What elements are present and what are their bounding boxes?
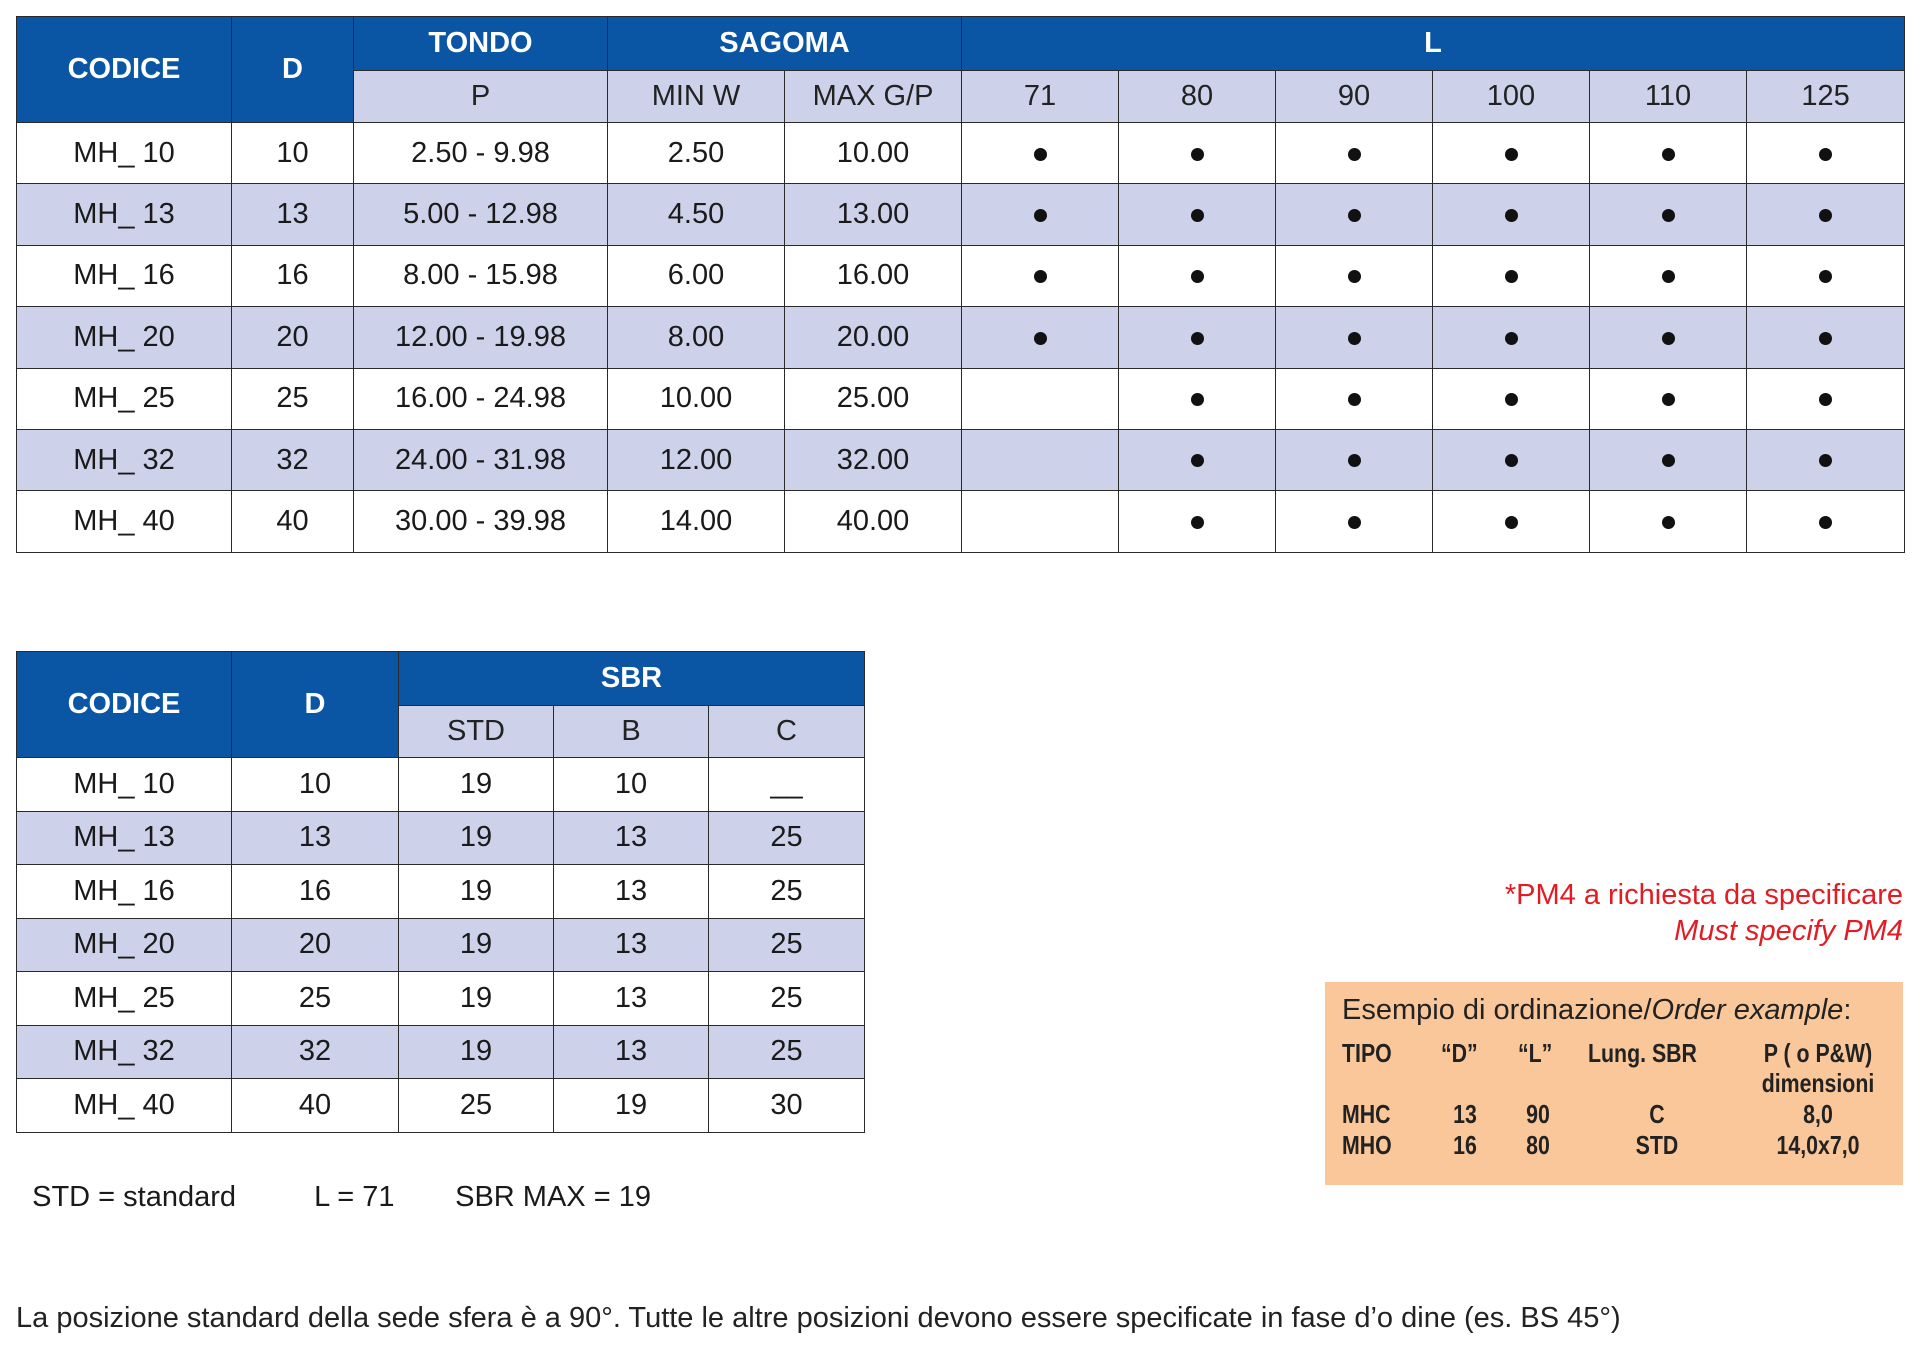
- table-row: [17, 811, 865, 865]
- cell-min-w: 14.00: [608, 491, 785, 552]
- cell-codice: MH_ 10: [17, 758, 232, 812]
- subheader-p: P: [354, 71, 608, 123]
- availability-dot-icon: [1505, 516, 1518, 529]
- header-codice: CODICE: [17, 652, 232, 758]
- order-r2-l: 80: [1526, 1130, 1550, 1160]
- cell-max-gp: 20.00: [785, 307, 962, 368]
- table-row: [17, 758, 865, 812]
- cell-min-w: 6.00: [608, 245, 785, 306]
- cell-length-availability: [1276, 245, 1433, 306]
- cell-min-w: 12.00: [608, 429, 785, 490]
- subheader-length: 110: [1590, 71, 1747, 123]
- cell-std: 19: [399, 1025, 554, 1079]
- availability-dot-icon: [1348, 270, 1361, 283]
- cell-codice: MH_ 10: [17, 123, 232, 184]
- cell-max-gp: 40.00: [785, 491, 962, 552]
- cell-length-availability: [962, 245, 1119, 306]
- cell-length-availability: [1747, 123, 1905, 184]
- cell-length-availability: [962, 184, 1119, 245]
- cell-codice: MH_ 25: [17, 972, 232, 1026]
- cell-length-availability: [1590, 307, 1747, 368]
- order-col-l: “L”: [1518, 1038, 1553, 1068]
- header-codice: CODICE: [17, 17, 232, 123]
- availability-dot-icon: [1819, 148, 1832, 161]
- cell-std: 19: [399, 811, 554, 865]
- availability-dot-icon: [1191, 393, 1204, 406]
- cell-min-w: 4.50: [608, 184, 785, 245]
- cell-min-w: 2.50: [608, 123, 785, 184]
- pm4-request-note: [1505, 877, 1903, 949]
- availability-dot-icon: [1662, 148, 1675, 161]
- cell-length-availability: [1119, 123, 1276, 184]
- cell-length-availability: [1590, 368, 1747, 429]
- header-d: D: [232, 652, 399, 758]
- availability-dot-icon: [1819, 332, 1832, 345]
- order-r1-l: 90: [1526, 1099, 1550, 1129]
- order-r1-sbr: C: [1649, 1099, 1665, 1129]
- legend-l: L = 71: [314, 1181, 395, 1213]
- cell-max-gp: 32.00: [785, 429, 962, 490]
- header-l: L: [962, 17, 1905, 71]
- subheader-length: 100: [1433, 71, 1590, 123]
- cell-length-availability: [1119, 429, 1276, 490]
- table-row: [17, 865, 865, 919]
- cell-codice: MH_ 20: [17, 918, 232, 972]
- order-example-box: [1325, 982, 1903, 1185]
- availability-dot-icon: [1662, 209, 1675, 222]
- availability-dot-icon: [1348, 209, 1361, 222]
- subheader-length: 71: [962, 71, 1119, 123]
- cell-length-availability: [1119, 368, 1276, 429]
- cell-b: 13: [554, 972, 709, 1026]
- cell-codice: MH_ 40: [17, 1079, 232, 1133]
- cell-length-availability: [1119, 245, 1276, 306]
- cell-c: 25: [709, 811, 865, 865]
- cell-std: 19: [399, 972, 554, 1026]
- availability-dot-icon: [1819, 516, 1832, 529]
- cell-length-availability: [1590, 245, 1747, 306]
- availability-dot-icon: [1819, 209, 1832, 222]
- cell-length-availability: [1276, 429, 1433, 490]
- legend-sbr-max: SBR MAX = 19: [455, 1181, 651, 1213]
- cell-std: 19: [399, 918, 554, 972]
- order-r2-tipo: MHO: [1342, 1130, 1392, 1160]
- cell-c: __: [709, 758, 865, 812]
- cell-p: 8.00 - 15.98: [354, 245, 608, 306]
- cell-length-availability: [1747, 245, 1905, 306]
- order-r1-tipo: MHC: [1342, 1099, 1391, 1129]
- subheader-c: C: [709, 706, 865, 758]
- availability-dot-icon: [1348, 454, 1361, 467]
- availability-dot-icon: [1505, 270, 1518, 283]
- availability-dot-icon: [1191, 209, 1204, 222]
- cell-d: 25: [232, 368, 354, 429]
- header-sbr: SBR: [399, 652, 865, 706]
- cell-codice: MH_ 16: [17, 865, 232, 919]
- dimensions-table-body: [17, 123, 1905, 553]
- cell-max-gp: 25.00: [785, 368, 962, 429]
- order-r1-p: 8,0: [1803, 1099, 1833, 1129]
- cell-codice: MH_ 13: [17, 811, 232, 865]
- cell-length-availability: [1433, 368, 1590, 429]
- subheader-length: 90: [1276, 71, 1433, 123]
- cell-length-availability: [1276, 184, 1433, 245]
- availability-dot-icon: [1662, 516, 1675, 529]
- cell-codice: MH_ 20: [17, 307, 232, 368]
- cell-d: 32: [232, 429, 354, 490]
- cell-length-availability: [1590, 491, 1747, 552]
- cell-length-availability: [1433, 245, 1590, 306]
- table-row: [17, 123, 1905, 184]
- cell-d: 13: [232, 184, 354, 245]
- cell-b: 13: [554, 1025, 709, 1079]
- cell-length-availability: [1276, 491, 1433, 552]
- table-row: [17, 972, 865, 1026]
- availability-dot-icon: [1819, 454, 1832, 467]
- cell-p: 24.00 - 31.98: [354, 429, 608, 490]
- cell-c: 25: [709, 972, 865, 1026]
- availability-dot-icon: [1505, 332, 1518, 345]
- cell-length-availability: [1119, 307, 1276, 368]
- cell-d: 20: [232, 307, 354, 368]
- order-col-p: P ( o P&W): [1763, 1038, 1873, 1068]
- availability-dot-icon: [1505, 454, 1518, 467]
- cell-p: 5.00 - 12.98: [354, 184, 608, 245]
- header-sagoma: SAGOMA: [608, 17, 962, 71]
- order-r2-d: 16: [1453, 1130, 1477, 1160]
- cell-length-availability: [1433, 123, 1590, 184]
- cell-length-availability: [1590, 429, 1747, 490]
- cell-codice: MH_ 25: [17, 368, 232, 429]
- subheader-std: STD: [399, 706, 554, 758]
- legend: [16, 1148, 651, 1214]
- cell-min-w: 10.00: [608, 368, 785, 429]
- cell-d: 16: [232, 245, 354, 306]
- cell-b: 13: [554, 811, 709, 865]
- cell-std: 19: [399, 758, 554, 812]
- cell-d: 13: [232, 811, 399, 865]
- subheader-b: B: [554, 706, 709, 758]
- cell-d: 20: [232, 918, 399, 972]
- cell-d: 40: [232, 491, 354, 552]
- availability-dot-icon: [1034, 209, 1047, 222]
- order-title-en: Order example: [1651, 994, 1844, 1026]
- availability-dot-icon: [1505, 209, 1518, 222]
- order-col-lung-sbr: Lung. SBR: [1588, 1038, 1697, 1068]
- order-title-it: Esempio di ordinazione/: [1342, 994, 1652, 1026]
- cell-codice: MH_ 16: [17, 245, 232, 306]
- cell-c: 25: [709, 865, 865, 919]
- cell-b: 13: [554, 865, 709, 919]
- availability-dot-icon: [1348, 332, 1361, 345]
- order-col-tipo: TIPO: [1342, 1038, 1392, 1068]
- table-row: [17, 429, 1905, 490]
- table-row: [17, 368, 1905, 429]
- availability-dot-icon: [1191, 454, 1204, 467]
- header-tondo: TONDO: [354, 17, 608, 71]
- cell-d: 25: [232, 972, 399, 1026]
- order-r2-sbr: STD: [1635, 1130, 1679, 1160]
- sbr-table-body: [17, 758, 865, 1133]
- availability-dot-icon: [1191, 332, 1204, 345]
- cell-codice: MH_ 32: [17, 429, 232, 490]
- cell-length-availability: [1590, 123, 1747, 184]
- sbr-table: [16, 651, 865, 1133]
- cell-length-availability: [1433, 429, 1590, 490]
- cell-codice: MH_ 13: [17, 184, 232, 245]
- cell-length-availability: [962, 368, 1119, 429]
- cell-b: 19: [554, 1079, 709, 1133]
- cell-length-availability: [962, 307, 1119, 368]
- legend-std: STD = standard: [32, 1181, 237, 1213]
- cell-d: 10: [232, 758, 399, 812]
- cell-p: 30.00 - 39.98: [354, 491, 608, 552]
- cell-std: 25: [399, 1079, 554, 1133]
- cell-length-availability: [962, 123, 1119, 184]
- cell-length-availability: [1747, 368, 1905, 429]
- cell-p: 16.00 - 24.98: [354, 368, 608, 429]
- cell-min-w: 8.00: [608, 307, 785, 368]
- availability-dot-icon: [1662, 393, 1675, 406]
- availability-dot-icon: [1348, 516, 1361, 529]
- availability-dot-icon: [1348, 393, 1361, 406]
- availability-dot-icon: [1348, 148, 1361, 161]
- cell-length-availability: [1433, 491, 1590, 552]
- table-row: [17, 1079, 865, 1133]
- table-row: [17, 1025, 865, 1079]
- cell-length-availability: [1276, 368, 1433, 429]
- order-col-p-sub: dimensioni: [1761, 1068, 1875, 1098]
- order-title-colon: :: [1843, 994, 1852, 1026]
- cell-length-availability: [1747, 491, 1905, 552]
- cell-length-availability: [962, 491, 1119, 552]
- subheader-length: 80: [1119, 71, 1276, 123]
- table-row: [17, 184, 1905, 245]
- cell-codice: MH_ 40: [17, 491, 232, 552]
- pm4-note-en: Must specify PM4: [1674, 915, 1903, 947]
- table-row: [17, 918, 865, 972]
- order-example-title: [1342, 994, 1851, 1027]
- cell-c: 25: [709, 918, 865, 972]
- cell-d: 16: [232, 865, 399, 919]
- cell-length-availability: [1590, 184, 1747, 245]
- cell-d: 40: [232, 1079, 399, 1133]
- availability-dot-icon: [1662, 270, 1675, 283]
- cell-max-gp: 13.00: [785, 184, 962, 245]
- table-row: [17, 245, 1905, 306]
- availability-dot-icon: [1819, 393, 1832, 406]
- availability-dot-icon: [1191, 516, 1204, 529]
- cell-length-availability: [1747, 184, 1905, 245]
- table-row: [17, 307, 1905, 368]
- cell-d: 10: [232, 123, 354, 184]
- availability-dot-icon: [1034, 332, 1047, 345]
- cell-length-availability: [1433, 307, 1590, 368]
- cell-c: 25: [709, 1025, 865, 1079]
- cell-length-availability: [1276, 123, 1433, 184]
- availability-dot-icon: [1505, 393, 1518, 406]
- cell-length-availability: [1276, 307, 1433, 368]
- cell-length-availability: [1747, 307, 1905, 368]
- cell-max-gp: 10.00: [785, 123, 962, 184]
- order-col-d: “D”: [1441, 1038, 1478, 1068]
- subheader-length: 125: [1747, 71, 1905, 123]
- availability-dot-icon: [1662, 332, 1675, 345]
- cell-b: 13: [554, 918, 709, 972]
- cell-codice: MH_ 32: [17, 1025, 232, 1079]
- cell-p: 12.00 - 19.98: [354, 307, 608, 368]
- cell-length-availability: [962, 429, 1119, 490]
- cell-length-availability: [1433, 184, 1590, 245]
- subheader-max-gp: MAX G/P: [785, 71, 962, 123]
- footnote: La posizione standard della sede sfera è a 90°. Tutte le altre posizioni devono essere specificate in fase d’o dine (es. BS 45°): [16, 1302, 1621, 1334]
- availability-dot-icon: [1819, 270, 1832, 283]
- pm4-note-it: *PM4 a richiesta da specificare: [1504, 879, 1903, 911]
- cell-length-availability: [1747, 429, 1905, 490]
- cell-max-gp: 16.00: [785, 245, 962, 306]
- cell-length-availability: [1119, 184, 1276, 245]
- subheader-min-w: MIN W: [608, 71, 785, 123]
- cell-b: 10: [554, 758, 709, 812]
- order-r2-p: 14,0x7,0: [1776, 1130, 1860, 1160]
- availability-dot-icon: [1191, 148, 1204, 161]
- availability-dot-icon: [1034, 148, 1047, 161]
- availability-dot-icon: [1034, 270, 1047, 283]
- cell-length-availability: [1119, 491, 1276, 552]
- cell-p: 2.50 - 9.98: [354, 123, 608, 184]
- availability-dot-icon: [1662, 454, 1675, 467]
- availability-dot-icon: [1191, 270, 1204, 283]
- order-r1-d: 13: [1453, 1099, 1477, 1129]
- cell-d: 32: [232, 1025, 399, 1079]
- dimensions-table: [16, 16, 1905, 553]
- cell-std: 19: [399, 865, 554, 919]
- header-d: D: [232, 17, 354, 123]
- availability-dot-icon: [1505, 148, 1518, 161]
- cell-c: 30: [709, 1079, 865, 1133]
- table-row: [17, 491, 1905, 552]
